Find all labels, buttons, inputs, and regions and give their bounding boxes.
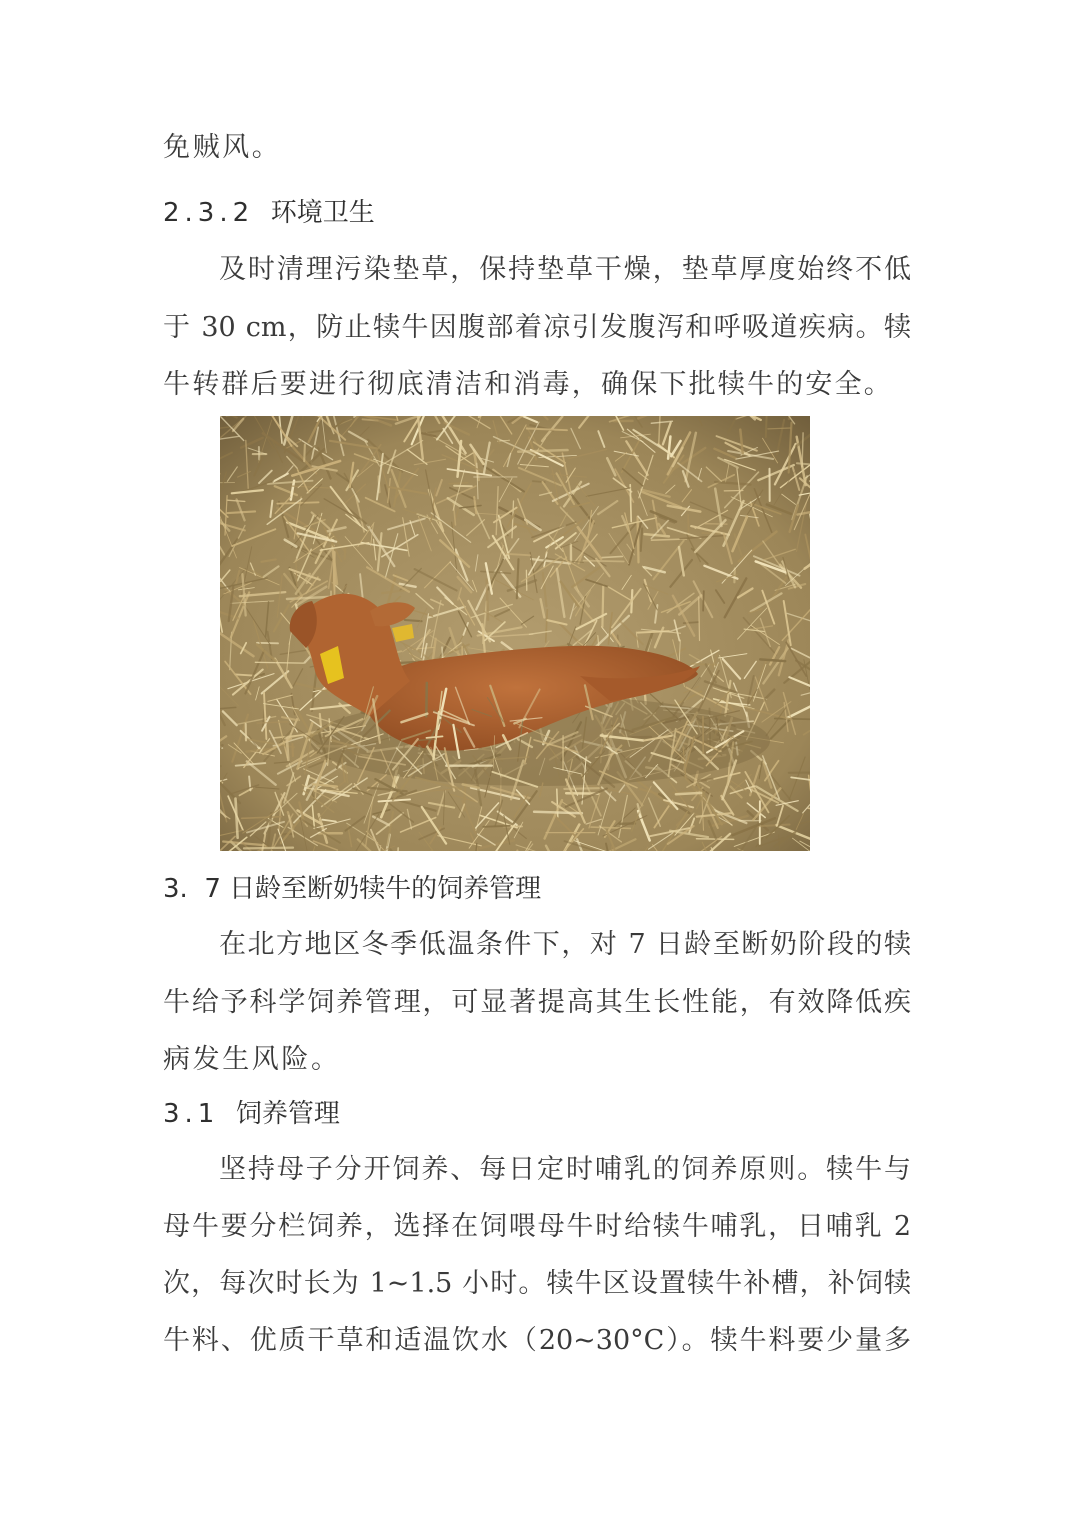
heading-number: 2.3.2 <box>163 198 255 228</box>
straw-strand <box>699 597 700 641</box>
straw-strand <box>760 659 785 661</box>
straw-strand <box>768 428 791 429</box>
straw-strand <box>405 620 422 621</box>
heading-number: 3.1 <box>163 1099 220 1129</box>
paragraph-line: 免贼风。 <box>163 132 282 163</box>
section-heading-2-3-2 <box>163 193 375 233</box>
straw-strand <box>304 445 305 462</box>
straw-strand <box>454 486 472 487</box>
straw-strand <box>698 779 712 781</box>
straw-strand <box>244 848 293 849</box>
paragraph-line: 在北方地区冬季低温条件下，对 7 日龄至断奶阶段的犊 <box>219 929 911 960</box>
paragraph-line: 牛给予科学饲养管理，可显著提高其生长性能，有效降低疾 <box>163 987 911 1018</box>
calf-photo <box>220 416 810 851</box>
straw-strand <box>641 528 643 551</box>
heading-title: 7 日龄至断奶犊牛的饲养管理 <box>204 874 542 904</box>
heading-title: 饲养管理 <box>235 1099 340 1129</box>
straw-strand <box>287 738 288 760</box>
straw-strand <box>789 772 810 773</box>
section-heading-3 <box>163 869 541 909</box>
straw-strand <box>518 450 567 452</box>
paragraph-line: 次，每次时长为 1~1.5 小时。犊牛区设置犊牛补槽，补饲犊 <box>163 1268 911 1299</box>
paragraph-line: 牛料、优质干草和适温饮水（20~30°C）。犊牛料要少量多 <box>163 1325 911 1356</box>
paragraph-line: 于 30 cm，防止犊牛因腹部着凉引发腹泻和呼吸道疾病。犊 <box>163 312 911 343</box>
straw-strand <box>638 517 639 563</box>
straw-strand <box>676 793 701 794</box>
paragraph-line: 坚持母子分开饲养、每日定时哺乳的饲养原则。犊牛与 <box>219 1154 911 1185</box>
straw-strand <box>292 744 293 756</box>
straw-strand <box>487 580 488 620</box>
straw-strand <box>449 483 468 484</box>
straw-strand <box>534 812 582 814</box>
straw-strand <box>426 683 427 716</box>
section-heading-3-1 <box>163 1094 340 1134</box>
straw-strand <box>345 546 346 559</box>
straw-strand <box>584 561 624 562</box>
straw-strand <box>602 585 603 627</box>
heading-number: 3. <box>163 874 188 904</box>
straw-strand <box>255 662 303 663</box>
paragraph-line: 病发生风险。 <box>163 1044 341 1075</box>
straw-strand <box>688 515 689 539</box>
straw-strand <box>802 433 803 467</box>
paragraph-line: 及时清理污染垫草，保持垫草干燥，垫草厚度始终不低 <box>219 254 911 285</box>
heading-title: 环境卫生 <box>270 198 375 228</box>
paragraph-line: 牛转群后要进行彻底清洁和消毒，确保下批犊牛的安全。 <box>163 369 893 400</box>
straw-strand <box>703 591 704 611</box>
paragraph-line: 母牛要分栏饲养，选择在饲喂母牛时给犊牛哺乳，日哺乳 2 <box>163 1211 911 1242</box>
